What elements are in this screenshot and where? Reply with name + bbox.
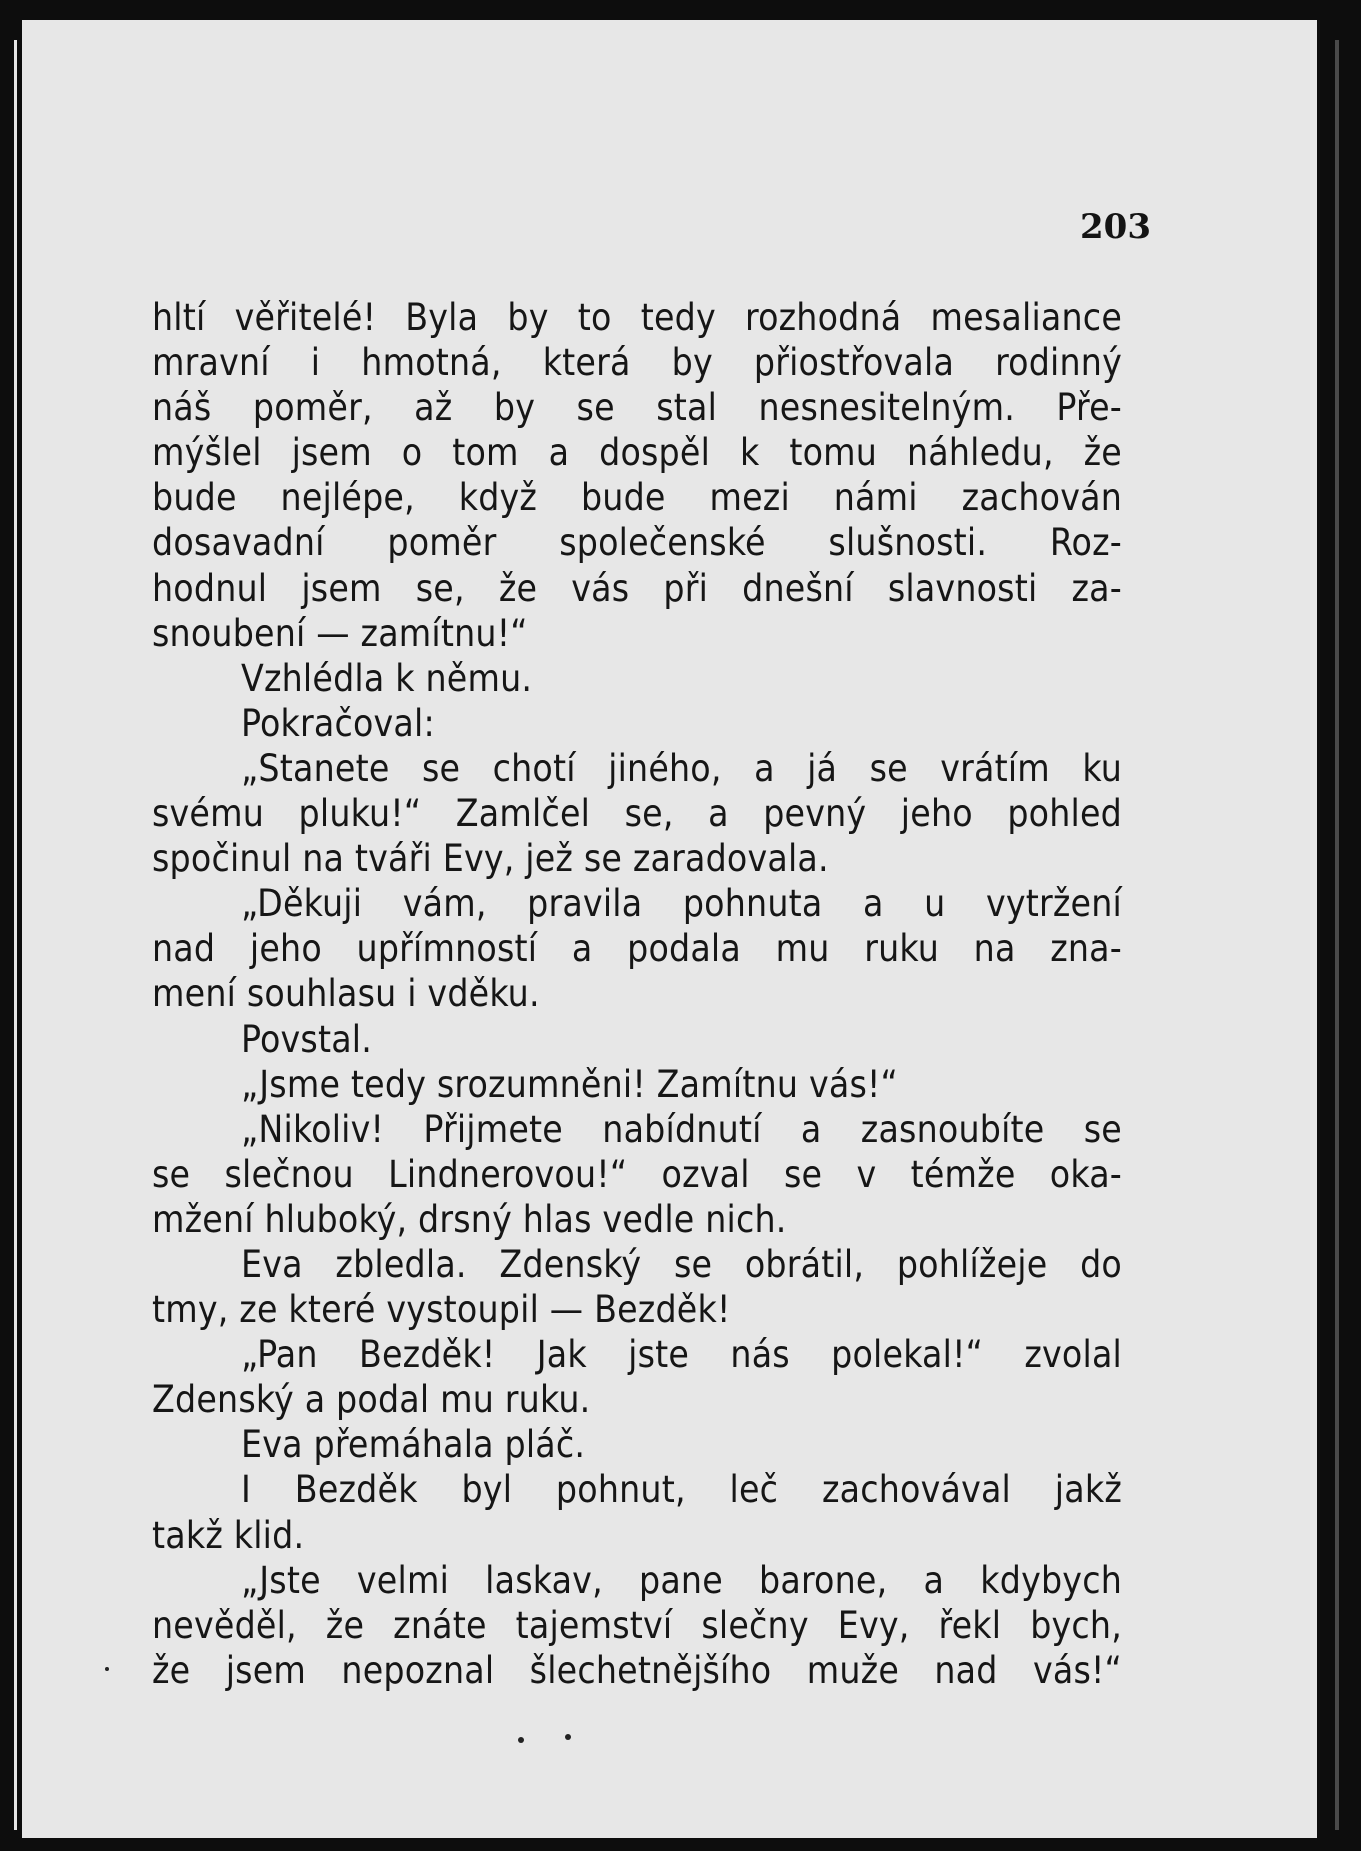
text-line: „Jsme tedy srozumněni! Zamítnu vás!“ bbox=[241, 1062, 898, 1106]
text-line: že jsem nepoznal šlechetnějšího muže nad vás!“ bbox=[152, 1648, 1122, 1692]
text-line: svému pluku!“ Zamlčel se, a pevný jeho pohled bbox=[152, 792, 1122, 836]
text-line: nad jeho upřímností a podala mu ruku na zna- bbox=[152, 927, 1122, 971]
text-line: dosavadní poměr společenské slušnosti. Roz- bbox=[152, 521, 1122, 565]
text-line: „Jste velmi laskav, pane barone, a kdybych bbox=[241, 1558, 1122, 1602]
body-text bbox=[152, 295, 1122, 1693]
text-line: „Děkuji vám, pravila pohnuta a u vytržení bbox=[241, 882, 1122, 926]
text-line: „Pan Bezděk! Jak jste nás polekal!“ zvolal bbox=[241, 1333, 1122, 1377]
page-number: 203 bbox=[1080, 207, 1151, 247]
text-line: náš poměr, až by se stal nesnesitelným. Pře- bbox=[152, 386, 1122, 430]
text-line: hodnul jsem se, že vás při dnešní slavnosti za- bbox=[152, 566, 1122, 610]
text-line: „Stanete se chotí jiného, a já se vrátím ku bbox=[241, 746, 1122, 790]
page-right-edge bbox=[1335, 40, 1339, 1830]
text-line: takž klid. bbox=[152, 1513, 305, 1557]
text-line: snoubení — zamítnu!“ bbox=[152, 611, 528, 655]
text-line: Eva zbledla. Zdenský se obrátil, pohlížeje do bbox=[241, 1242, 1122, 1286]
ink-speck bbox=[565, 1734, 571, 1740]
text-line: spočinul na tváři Evy, jež se zaradovala. bbox=[152, 837, 829, 881]
text-line: bude nejlépe, když bude mezi námi zachován bbox=[152, 476, 1122, 520]
text-line: mýšlel jsem o tom a dospěl k tomu náhledu, že bbox=[152, 431, 1122, 475]
previous-page-edge bbox=[14, 40, 17, 1830]
text-line: nevěděl, že znáte tajemství slečny Evy, řekl bych, bbox=[152, 1603, 1122, 1647]
text-line: Pokračoval: bbox=[241, 701, 435, 745]
text-line: mravní i hmotná, která by přiostřovala rodinný bbox=[152, 341, 1122, 385]
text-line: tmy, ze které vystoupil — Bezděk! bbox=[152, 1288, 731, 1332]
text-line: „Nikoliv! Přijmete nabídnutí a zasnoubíte se bbox=[241, 1107, 1122, 1151]
text-line: hltí věřitelé! Byla by to tedy rozhodná mesaliance bbox=[152, 296, 1122, 339]
ink-speck bbox=[105, 1667, 109, 1671]
text-line: Vzhlédla k němu. bbox=[241, 656, 533, 700]
text-line: mení souhlasu i vděku. bbox=[152, 972, 540, 1016]
text-line: se slečnou Lindnerovou!“ ozval se v témže oka- bbox=[152, 1152, 1122, 1196]
ink-speck bbox=[518, 1737, 524, 1743]
text-line: I Bezděk byl pohnut, leč zachovával jakž bbox=[241, 1468, 1122, 1512]
text-line: Povstal. bbox=[241, 1017, 373, 1061]
text-line: Zdenský a podal mu ruku. bbox=[152, 1378, 591, 1422]
text-line: mžení hluboký, drsný hlas vedle nich. bbox=[152, 1197, 787, 1241]
text-line: Eva přemáhala pláč. bbox=[241, 1423, 586, 1467]
